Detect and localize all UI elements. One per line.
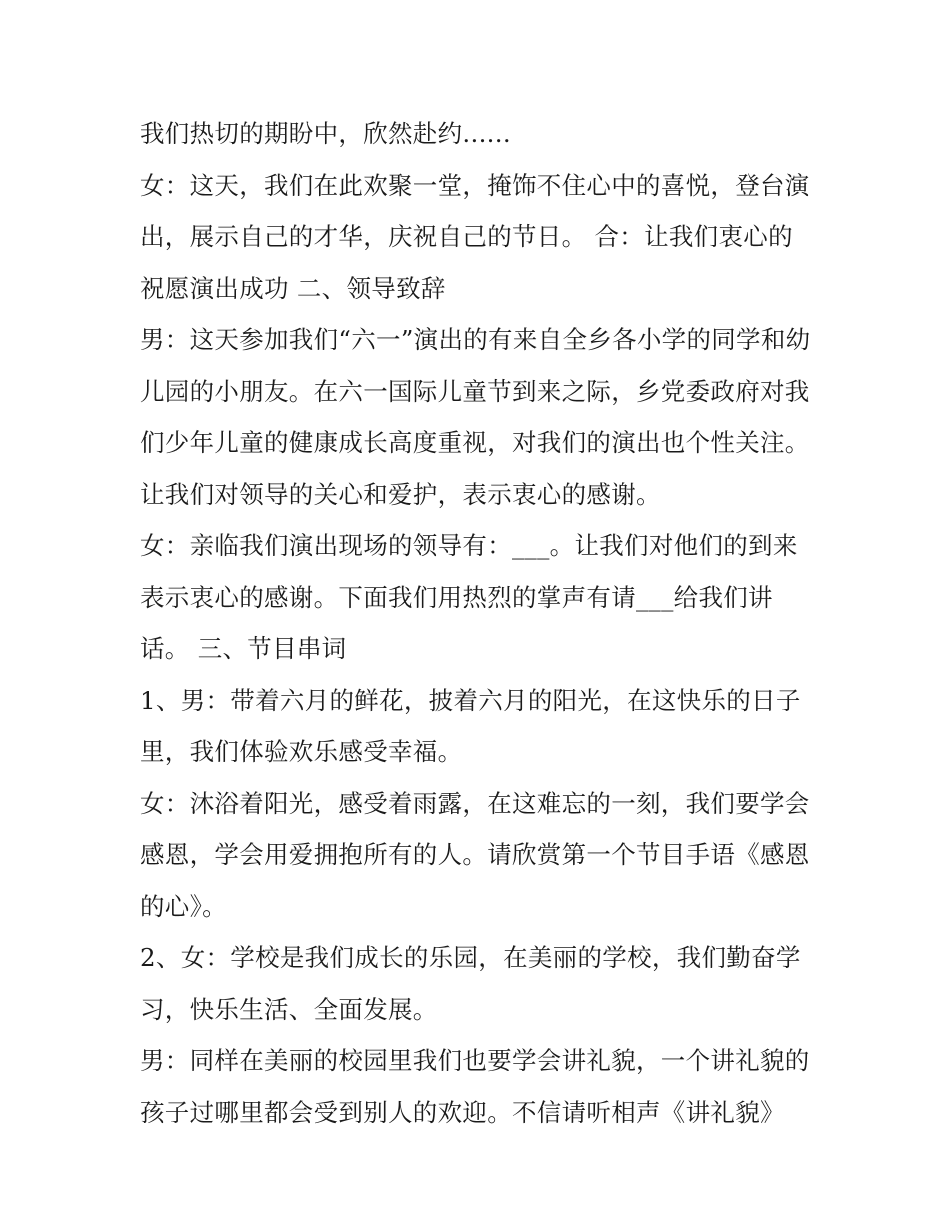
text-line: 我们热切的期盼中，欣然赴约...... (140, 119, 511, 148)
text-line: 感恩，学会用爱拥抱所有的人。请欣赏第一个节目手语《感恩 (140, 840, 810, 869)
text-line: 儿园的小朋友。在六一国际儿童节到来之际，乡党委政府对我 (140, 376, 810, 406)
text-line: 孩子过哪里都会受到别人的欢迎。不信请听相声《讲礼貌》 (140, 1097, 785, 1127)
text-line: 的心》。 (140, 891, 227, 921)
text-line: 女：亲临我们演出现场的领导有：___。让我们对他们的到来 (140, 531, 798, 560)
text-line: 话。 三、节目串词 (140, 634, 347, 663)
text-line: 里，我们体验欢乐感受幸福。 (140, 737, 463, 766)
text-line: 让我们对领导的关心和爱护，表示衷心的感谢。 (140, 479, 661, 509)
text-line: 女：这天，我们在此欢聚一堂，掩饰不住心中的喜悦，登台演 (140, 170, 810, 200)
text-line: 表示衷心的感谢。下面我们用热烈的掌声有请___给我们讲 (140, 582, 773, 612)
document-body (140, 108, 820, 1138)
text-line: 2、女：学校是我们成长的乐园，在美丽的学校，我们勤奋学 (140, 943, 801, 972)
text-line: 男：这天参加我们“六一”演出的有来自全乡各小学的同学和幼 (140, 325, 811, 354)
text-line: 女：沐浴着阳光，感受着雨露，在这难忘的一刻，我们要学会 (140, 788, 810, 818)
text-line: 习，快乐生活、全面发展。 (140, 994, 438, 1024)
text-line: 祝愿演出成功 二、领导致辞 (140, 273, 446, 303)
text-line: 们少年儿童的健康成长高度重视，对我们的演出也个性关注。 (140, 428, 810, 457)
text-line: 1、男：带着六月的鲜花，披着六月的阳光，在这快乐的日子 (140, 685, 801, 715)
text-line: 出，展示自己的才华，庆祝自己的节日。 合：让我们衷心的 (140, 222, 793, 251)
text-line: 男：同样在美丽的校园里我们也要学会讲礼貌，一个讲礼貌的 (140, 1046, 810, 1075)
